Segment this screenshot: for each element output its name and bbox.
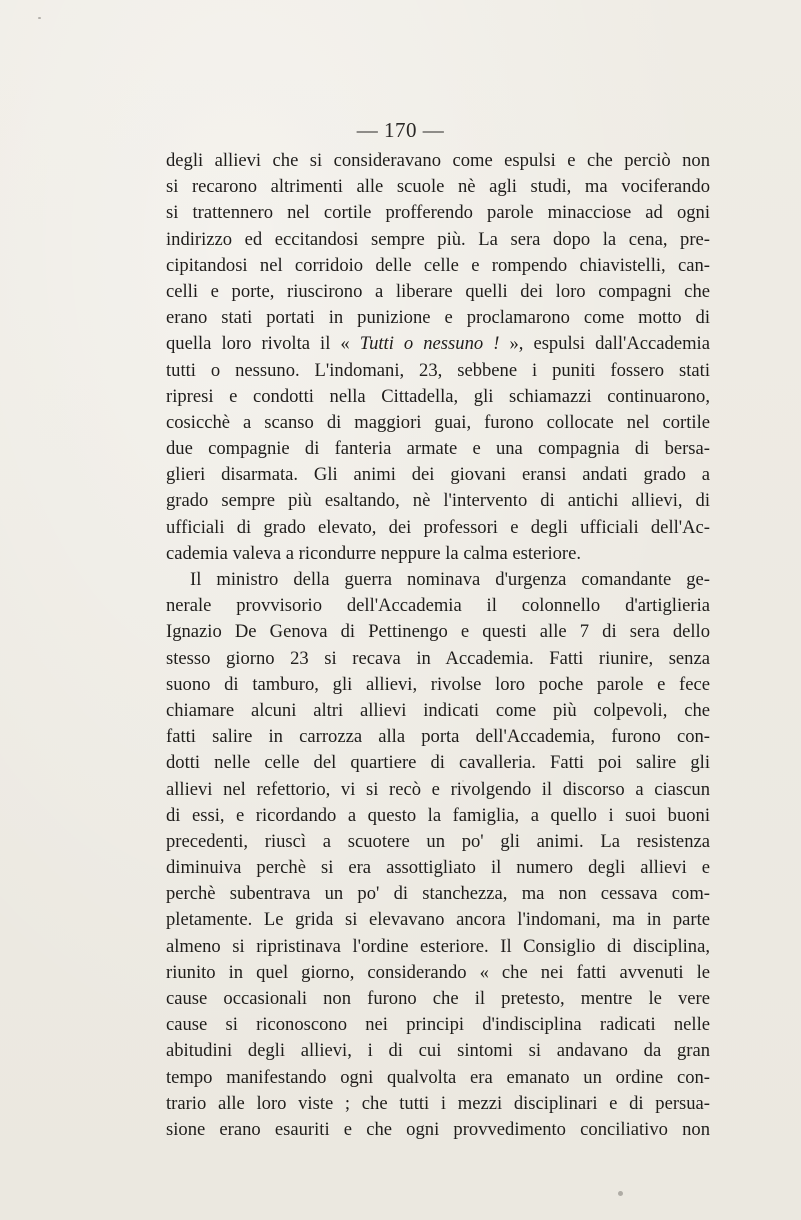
text-line: ufficiali di grado elevato, dei professori e degli ufficiali dell'Ac- [166, 516, 710, 538]
text-line: riunito in quel giorno, considerando « che nei fatti avvenuti le [166, 961, 710, 983]
text-line: sione erano esauriti e che ogni provvedimento conciliativo non [166, 1118, 710, 1140]
text-line: perchè subentrava un po' di stanchezza, ma non cessava com- [166, 883, 710, 905]
text-line: dotti nelle celle del quartiere di cavalleria. Fatti poi salire gli [166, 752, 710, 774]
text-line: cause si riconoscono nei principi d'indisciplina radicati nelle [166, 1014, 710, 1036]
text-line: erano stati portati in punizione e proclamarono come motto di [166, 307, 710, 329]
text-line: Ignazio De Genova di Pettinengo e questi alle 7 di sera dello [166, 621, 710, 643]
text-line: trario alle loro viste ; che tutti i mezzi disciplinari e di persua- [166, 1092, 710, 1114]
italic-quote: Tutti o nessuno ! [359, 333, 500, 355]
text-line: tempo manifestando ogni qualvolta era emanato un ordine con- [166, 1066, 710, 1088]
text-line: almeno si ripristinava l'ordine esteriore. Il Consiglio di disciplina, [166, 935, 710, 957]
page-number: — 170 — [356, 118, 445, 142]
text-line: glieri disarmata. Gli animi dei giovani eransi andati grado a [166, 464, 710, 486]
text-line: pletamente. Le grida si elevavano ancora l'indomani, ma in parte [166, 909, 710, 931]
text-line: Il ministro della guerra nominava d'urgenza comandante ge- [190, 569, 710, 590]
text-line: cipitandosi nel corridoio delle celle e rompendo chiavistelli, can- [166, 254, 710, 276]
text-segment: quella loro rivolta il « [166, 333, 360, 355]
text-line: nerale provvisorio dell'Accademia il colonnello d'artiglieria [166, 595, 710, 617]
text-line: grado sempre più esaltando, nè l'intervento di antichi allievi, di [166, 490, 710, 512]
text-line: diminuiva perchè si era assottigliato il numero degli allievi e [166, 857, 710, 879]
text-line: indirizzo ed eccitandosi sempre più. La sera dopo la cena, pre- [166, 228, 710, 250]
text-line: stesso giorno 23 si recava in Accademia. Fatti riunire, senza [166, 647, 710, 669]
text-line: celli e porte, riuscirono a liberare quelli dei loro compagni che [166, 280, 710, 302]
text-line: suono di tamburo, gli allievi, rivolse loro poche parole e fece [166, 673, 710, 695]
text-line: tutti o nessuno. L'indomani, 23, sebbene i puniti fossero stati [166, 359, 710, 381]
text-line [166, 331, 710, 357]
text-line: di essi, e ricordando a questo la famiglia, a quello i suoi buoni [166, 804, 710, 826]
text-line: cademia valeva a ricondurre neppure la calma esteriore. [166, 542, 582, 564]
paper-speck [38, 17, 41, 19]
text-line: abitudini degli allievi, i di cui sintomi si andavano da gran [166, 1040, 710, 1062]
text-line: degli allievi che si consideravano come espulsi e che perciò non [166, 150, 710, 171]
text-line: precedenti, riuscì a scuotere un po' gli animi. La resistenza [166, 830, 710, 852]
text-line: si recarono altrimenti alle scuole nè agli studi, ma vociferando [166, 176, 710, 198]
body-text [166, 148, 710, 1143]
text-line: cosicchè a scanso di maggiori guai, furono collocate nel cortile [166, 411, 710, 433]
text-line: due compagnie di fanteria armate e una compagnia di bersa- [166, 438, 710, 460]
text-line: cause occasionali non furono che il pretesto, mentre le vere [166, 988, 710, 1009]
text-line: ripresi e condotti nella Cittadella, gli schiamazzi continuarono, [166, 385, 710, 407]
text-line: chiamare alcuni altri allievi indicati come più colpevoli, che [166, 699, 710, 721]
paper-speck [618, 1191, 623, 1196]
text-line: allievi nel refettorio, vi si recò e rivolgendo il discorso a ciascun [166, 778, 710, 800]
text-line: si trattennero nel cortile profferendo parole minacciose ad ogni [166, 202, 710, 224]
text-segment: », espulsi dall'Accademia [499, 333, 710, 355]
text-line: fatti salire in carrozza alla porta dell'Accademia, furono con- [166, 726, 710, 748]
